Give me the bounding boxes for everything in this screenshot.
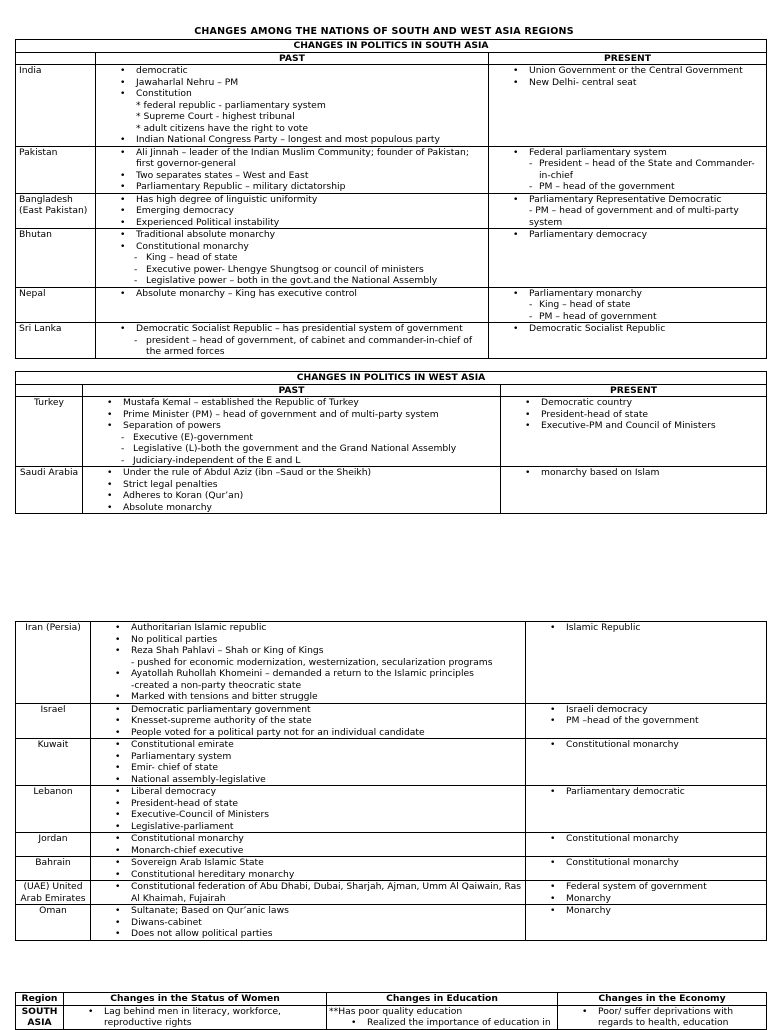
- region-cell: SOUTH ASIA: [16, 1005, 64, 1029]
- table-row: [16, 905, 767, 941]
- education-header: Changes in Education: [327, 993, 558, 1006]
- country-cell: Sri Lanka: [16, 323, 96, 359]
- list-item: • Strict legal penalties: [123, 479, 498, 491]
- list-item: • No political parties: [131, 634, 523, 646]
- sub-item: - Legislative (L)-both the government and the Grand National Assembly: [85, 443, 498, 455]
- past-cell: [91, 857, 526, 881]
- list-item: • Ayatollah Ruhollah Khomeini – demanded a return to the Islamic principles: [131, 668, 523, 680]
- list-item: • Poor/ suffer deprivations with regards to health, education: [598, 1006, 764, 1029]
- sub-item: - PM – head of government and of multi-party system: [529, 205, 739, 228]
- past-cell: [91, 622, 526, 704]
- present-header: PRESENT: [489, 52, 767, 65]
- past-cell: [91, 881, 526, 905]
- list-item: • Constitutional monarchy: [566, 833, 764, 845]
- country-cell: Turkey: [16, 397, 83, 467]
- sub-item: * federal republic - parliamentary system: [136, 99, 326, 111]
- sub-item: - pushed for economic modernization, westernization, secularization programs: [131, 656, 493, 668]
- past-cell: [91, 833, 526, 857]
- past-cell: [96, 287, 489, 323]
- list-item: • Experienced Political instability: [136, 217, 486, 229]
- table-row: [16, 857, 767, 881]
- list-item: • Two separates states – West and East: [136, 170, 486, 182]
- list-item: • Parliamentary system: [131, 751, 523, 763]
- table-row: [16, 323, 767, 359]
- list-item: • Emir- chief of state: [131, 762, 523, 774]
- west-asia-continued-rows: [16, 622, 767, 941]
- list-item: • Mustafa Kemal – established the Republic of Turkey: [123, 397, 498, 409]
- past-cell: [83, 467, 501, 514]
- list-item: • Federal parliamentary system: [529, 147, 764, 159]
- sub-item: - president – head of government, of cabinet and commander-in-chief of the armed forces: [98, 335, 486, 358]
- list-item: • Authoritarian Islamic republic: [131, 622, 523, 634]
- past-cell: [91, 905, 526, 941]
- list-item: • Absolute monarchy – King has executive control: [136, 288, 486, 300]
- past-cell: [83, 397, 501, 467]
- list-item: • Liberal democracy: [131, 786, 523, 798]
- present-cell: [489, 229, 767, 288]
- table-row: [16, 65, 767, 147]
- table-row: [16, 786, 767, 833]
- list-item: • Diwans-cabinet: [131, 917, 523, 929]
- sub-item: - Legislative power – both in the govt.and the National Assembly: [98, 275, 486, 287]
- education-intro: **Has poor quality education: [329, 1005, 463, 1017]
- past-cell: [96, 146, 489, 193]
- country-cell: India: [16, 65, 96, 147]
- sub-item: - PM – head of the government: [511, 181, 764, 193]
- present-cell: [489, 65, 767, 147]
- list-item: • Ali Jinnah – leader of the Indian Muslim Community; founder of Pakistan; first governor-general: [136, 147, 486, 170]
- list-item: • Has high degree of linguistic uniformity: [136, 194, 486, 206]
- country-cell: Israel: [16, 703, 91, 739]
- sub-item: - Executive power- Lhengye Shungtsog or council of ministers: [98, 264, 486, 276]
- list-item: • Jawaharlal Nehru – PM: [136, 77, 486, 89]
- west-asia-politics-table: [15, 371, 767, 514]
- list-item: • Knesset-supreme authority of the state: [131, 715, 523, 727]
- table-row: [16, 193, 767, 229]
- list-item: • New Delhi- central seat: [529, 77, 764, 89]
- present-cell: [489, 323, 767, 359]
- list-item: • Constitutional monarchy: [131, 833, 523, 845]
- west-asia-rows: [16, 397, 767, 514]
- list-item: • monarchy based on Islam: [541, 467, 764, 479]
- table-row: [16, 622, 767, 704]
- present-cell: [526, 739, 767, 786]
- list-item: • Democratic Socialist Republic – has presidential system of government: [136, 323, 486, 335]
- list-item: • Constitutional hereditary monarchy: [131, 869, 523, 881]
- table-row: [16, 287, 767, 323]
- women-cell: [64, 1005, 327, 1029]
- list-item: • Constitutional federation of Abu Dhabi, Dubai, Sharjah, Ajman, Umm Al Qaiwain, Ras Al Khaimah, Fujairah: [131, 881, 523, 904]
- sub-item: - King – head of state: [511, 299, 764, 311]
- country-cell: (UAE) United Arab Emirates: [16, 881, 91, 905]
- education-cell: [327, 1005, 558, 1029]
- list-item: • Parliamentary Representative Democratic: [529, 194, 764, 206]
- past-cell: [96, 193, 489, 229]
- past-cell: [91, 739, 526, 786]
- table-row: [16, 703, 767, 739]
- list-item: • Federal system of government: [566, 881, 764, 893]
- region-header: Region: [16, 993, 64, 1006]
- table-row: [16, 739, 767, 786]
- country-cell: Pakistan: [16, 146, 96, 193]
- list-item: • Monarch-chief executive: [131, 845, 523, 857]
- present-cell: [489, 193, 767, 229]
- list-item: • Parliamentary monarchy: [529, 288, 764, 300]
- country-header: [16, 52, 96, 65]
- table-row: [16, 146, 767, 193]
- list-item: • Under the rule of Abdul Aziz (ibn –Saud or the Sheikh): [123, 467, 498, 479]
- list-item: • Democratic Socialist Republic: [529, 323, 764, 335]
- table-row: [16, 467, 767, 514]
- table-row: [16, 833, 767, 857]
- present-cell: [489, 146, 767, 193]
- list-item: • Sultanate; Based on Qur’anic laws: [131, 905, 523, 917]
- list-item: • Traditional absolute monarchy: [136, 229, 486, 241]
- list-item: • Constitutional monarchy: [566, 739, 764, 751]
- list-item: • Constitutional monarchy: [136, 241, 486, 253]
- sub-item: * adult citizens have the right to vote: [136, 122, 309, 134]
- past-header: PAST: [83, 384, 501, 397]
- economy-cell: [558, 1005, 767, 1029]
- past-cell: [96, 323, 489, 359]
- list-item: • Adheres to Koran (Qur’an): [123, 490, 498, 502]
- country-cell: Lebanon: [16, 786, 91, 833]
- country-header: [16, 384, 83, 397]
- list-item: • Separation of powers: [123, 420, 498, 432]
- south-asia-politics-table: [15, 39, 767, 359]
- present-cell: [526, 786, 767, 833]
- list-item: • Parliamentary democracy: [529, 229, 764, 241]
- present-cell: [526, 905, 767, 941]
- country-cell: Jordan: [16, 833, 91, 857]
- list-item: • Executive-PM and Council of Ministers: [541, 420, 764, 432]
- past-cell: [96, 229, 489, 288]
- table-row: [16, 881, 767, 905]
- sub-item: - PM – head of government: [511, 311, 764, 323]
- list-item: • Absolute monarchy: [123, 502, 498, 514]
- list-item: • Democratic country: [541, 397, 764, 409]
- table-row: [16, 397, 767, 467]
- list-item: • Monarchy: [566, 893, 764, 905]
- country-cell: Oman: [16, 905, 91, 941]
- document-title: CHANGES AMONG THE NATIONS OF SOUTH AND WEST ASIA REGIONS: [194, 26, 574, 37]
- list-item: • Parliamentary democratic: [566, 786, 764, 798]
- present-header: PRESENT: [501, 384, 767, 397]
- list-item: • Reza Shah Pahlavi – Shah or King of Kings: [131, 645, 523, 657]
- list-item: • Democratic parliamentary government: [131, 704, 523, 716]
- list-item: • Israeli democracy: [566, 704, 764, 716]
- country-cell: Bahrain: [16, 857, 91, 881]
- sub-item: -created a non-party theocratic state: [131, 679, 302, 691]
- women-header: Changes in the Status of Women: [64, 993, 327, 1006]
- sub-item: * Supreme Court - highest tribunal: [136, 111, 295, 122]
- list-item: • Executive-Council of Ministers: [131, 809, 523, 821]
- sub-item: - President – head of the State and Commander-in-chief: [511, 158, 764, 181]
- list-item: • democratic: [136, 65, 486, 77]
- list-item: • Indian National Congress Party – longest and most populous party: [136, 134, 486, 146]
- country-cell: Bangladesh (East Pakistan): [16, 193, 96, 229]
- list-item: • PM –head of the government: [566, 715, 764, 727]
- economy-header: Changes in the Economy: [558, 993, 767, 1006]
- list-item: • Constitution: [136, 88, 486, 100]
- present-cell: [526, 881, 767, 905]
- present-cell: [489, 287, 767, 323]
- sub-item: - Judiciary-independent of the E and L: [85, 455, 498, 467]
- south-asia-heading: CHANGES IN POLITICS IN SOUTH ASIA: [16, 40, 767, 53]
- past-header: PAST: [96, 52, 489, 65]
- list-item: • National assembly-legislative: [131, 774, 523, 786]
- list-item: • Prime Minister (PM) – head of government and of multi-party system: [123, 409, 498, 421]
- present-cell: [501, 467, 767, 514]
- country-cell: Bhutan: [16, 229, 96, 288]
- past-cell: [91, 703, 526, 739]
- present-cell: [526, 857, 767, 881]
- country-cell: Nepal: [16, 287, 96, 323]
- country-cell: Kuwait: [16, 739, 91, 786]
- list-item: • Constitutional emirate: [131, 739, 523, 751]
- west-asia-continued-table: [15, 621, 767, 941]
- list-item: • President-head of state: [541, 409, 764, 421]
- list-item: • Constitutional monarchy: [566, 857, 764, 869]
- past-cell: [91, 786, 526, 833]
- past-cell: [96, 65, 489, 147]
- south-asia-rows: [16, 65, 767, 359]
- list-item: • President-head of state: [131, 798, 523, 810]
- list-item: • Sovereign Arab Islamic State: [131, 857, 523, 869]
- list-item: • Realized the importance of education in: [367, 1017, 555, 1029]
- list-item: • People voted for a political party not for an individual candidate: [131, 727, 523, 739]
- sub-item: - King – head of state: [98, 252, 486, 264]
- list-item: • Monarchy: [566, 905, 764, 917]
- table-row: [16, 229, 767, 288]
- list-item: • Union Government or the Central Government: [529, 65, 764, 77]
- list-item: • Legislative-parliament: [131, 821, 523, 833]
- present-cell: [526, 622, 767, 704]
- list-item: • Lag behind men in literacy, workforce, reproductive rights: [104, 1006, 324, 1029]
- list-item: • Emerging democracy: [136, 205, 486, 217]
- country-cell: Saudi Arabia: [16, 467, 83, 514]
- list-item: • Does not allow political parties: [131, 928, 523, 940]
- west-asia-heading: CHANGES IN POLITICS IN WEST ASIA: [16, 372, 767, 385]
- sub-item: - Executive (E)-government: [85, 432, 498, 444]
- country-cell: Iran (Persia): [16, 622, 91, 704]
- present-cell: [501, 397, 767, 467]
- list-item: • Islamic Republic: [566, 622, 764, 634]
- list-item: • Marked with tensions and bitter struggle: [131, 691, 523, 703]
- present-cell: [526, 833, 767, 857]
- present-cell: [526, 703, 767, 739]
- list-item: • Parliamentary Republic – military dictatorship: [136, 181, 486, 193]
